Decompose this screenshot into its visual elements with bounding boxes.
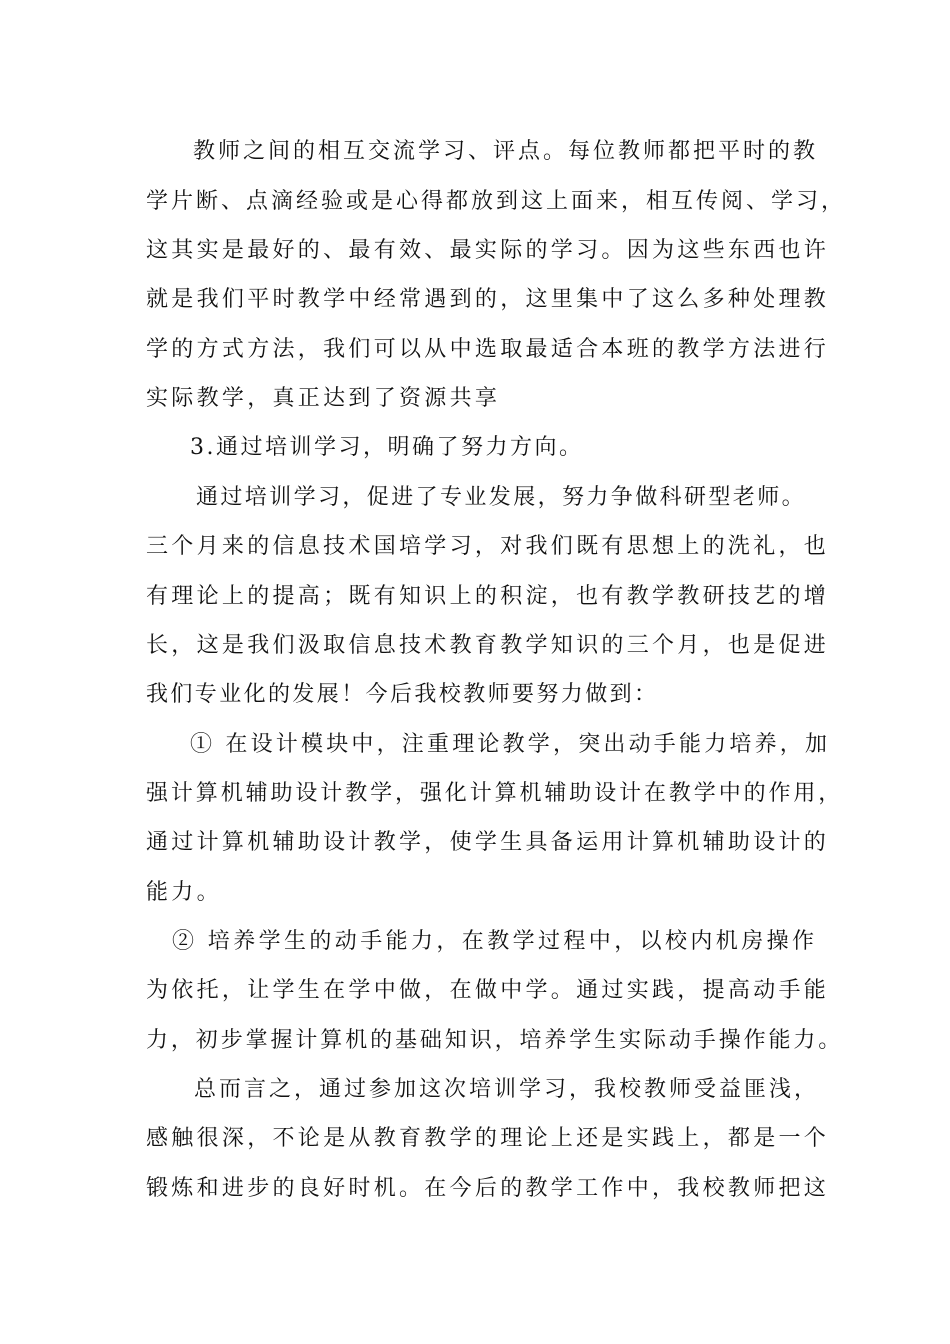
list-item-line: 力，初步掌握计算机的基础知识，培养学生实际动手操作能力。 — [146, 1028, 844, 1053]
list-item-line: ① 在设计模块中，注重理论教学，突出动手能力培养，加 — [190, 732, 831, 757]
paragraph-line: 教师之间的相互交流学习、评点。每位教师都把平时的教 — [193, 139, 819, 164]
section-heading: 3.通过培训学习，明确了努力方向。 — [190, 435, 584, 460]
paragraph-line: 总而言之，通过参加这次培训学习，我校教师受益匪浅， — [194, 1077, 820, 1102]
paragraph-line: 通过培训学习，促进了专业发展，努力争做科研型老师。 — [196, 485, 807, 510]
paragraph-line: 实际教学，真正达到了资源共享 — [146, 386, 501, 411]
paragraph-line: 长，这是我们汲取信息技术教育教学知识的三个月，也是促进 — [146, 633, 830, 658]
paragraph-line: 感触很深，不论是从教育教学的理论上还是实践上，都是一个 — [146, 1126, 830, 1151]
list-item-line: 能力。 — [146, 880, 222, 905]
paragraph-line: 学片断、点滴经验或是心得都放到这上面来，相互传阅、学习， — [146, 189, 847, 214]
paragraph-line: 有理论上的提高；既有知识上的积淀，也有教学教研技艺的增 — [146, 584, 830, 609]
list-item-line: ② 培养学生的动手能力，在教学过程中，以校内机房操作 — [172, 929, 818, 954]
list-item-line: 通过计算机辅助设计教学，使学生具备运用计算机辅助设计的 — [146, 830, 830, 855]
paragraph-line: 学的方式方法，我们可以从中选取最适合本班的教学方法进行 — [146, 337, 830, 362]
paragraph-line: 三个月来的信息技术国培学习，对我们既有思想上的洗礼，也 — [146, 534, 830, 559]
paragraph-line: 就是我们平时教学中经常遇到的，这里集中了这么多种处理教 — [146, 287, 830, 312]
paragraph-line: 这其实是最好的、最有效、最实际的学习。因为这些东西也许 — [146, 238, 830, 263]
list-item-line: 强计算机辅助设计教学，强化计算机辅助设计在教学中的作用， — [146, 781, 844, 806]
paragraph-line: 锻炼和进步的良好时机。在今后的教学工作中，我校教师把这 — [146, 1176, 830, 1201]
paragraph-line: 我们专业化的发展！今后我校教师要努力做到： — [146, 682, 659, 707]
list-item-line: 为依托，让学生在学中做，在做中学。通过实践，提高动手能 — [146, 978, 830, 1003]
